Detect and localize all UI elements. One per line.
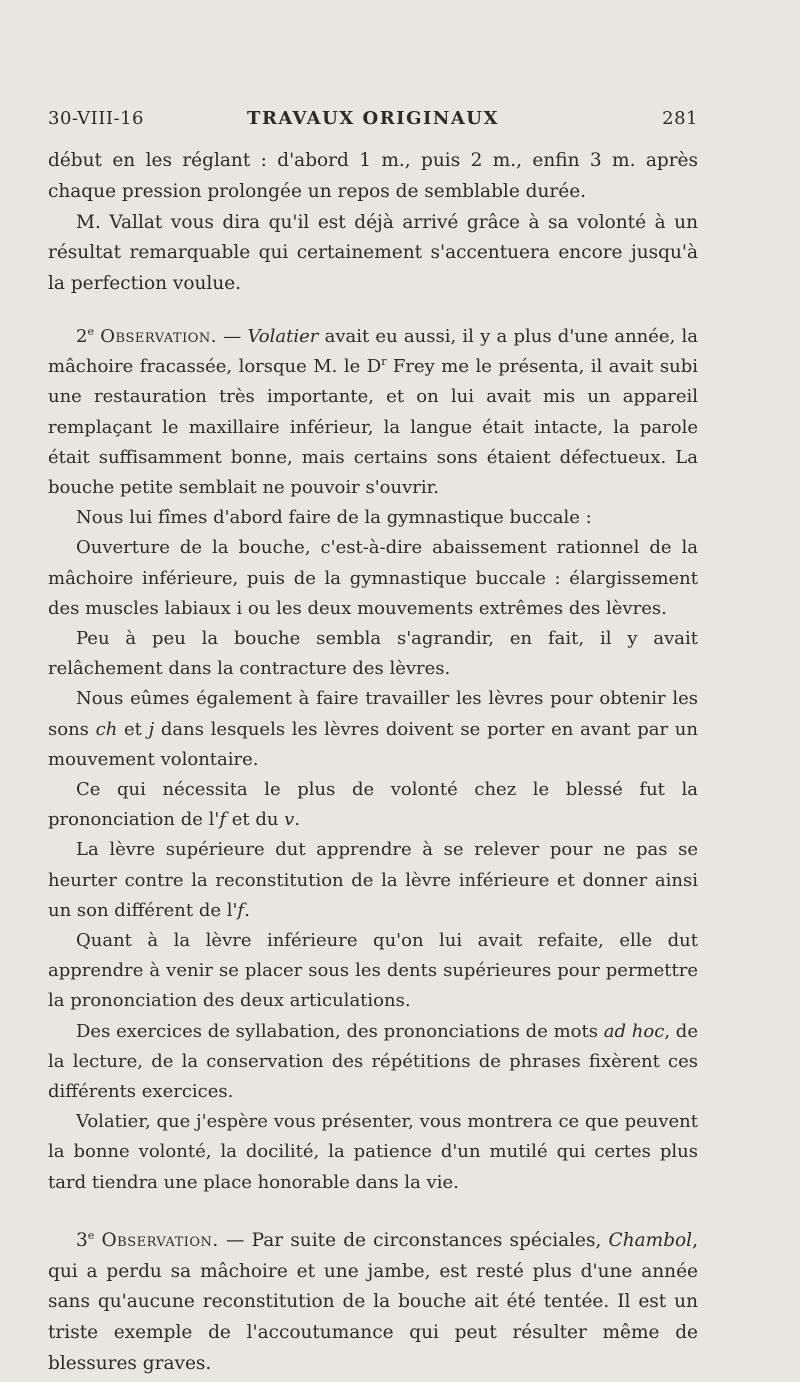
- observation-3-text-b: , qui a perdu sa mâchoire et une jambe, est resté plus d'une année sans qu'aucune reconstitution de la bouche ait été tentée. Il est un triste exemple de l'accoutumance qui peut résulter même de blessures graves.: [48, 1229, 698, 1375]
- page-number: 281: [662, 108, 698, 129]
- observation-3: [48, 1226, 698, 1380]
- body-text: [48, 146, 698, 1380]
- paragraph-8-italic-f: f: [237, 899, 245, 921]
- observation-3-dash: —: [218, 1229, 252, 1251]
- observation-3-ordinal: e: [87, 1228, 95, 1242]
- paragraph-2: M. Vallat vous dira qu'il est déjà arrivé grâce à sa volonté à un résultat remarquable qui certainement s'accentuera encore jusqu'à la perfection voulue.: [48, 211, 698, 295]
- observation-2-number: 2: [76, 325, 88, 347]
- paragraph-3: Nous lui fîmes d'abord faire de la gymnastique buccale :: [76, 507, 592, 529]
- paragraph-10-text-a: Des exercices de syllabation, des prononciations de mots: [76, 1020, 604, 1042]
- header-title: TRAVAUX ORIGINAUX: [247, 108, 499, 129]
- observation-2-text-a: avait eu aussi, il y a plus d'une année, la mâchoire fracassée, lorsque M. le D: [48, 325, 698, 378]
- paragraph-6-text-b: et: [117, 718, 149, 740]
- paragraph-7-text-b: et du: [225, 809, 285, 831]
- paragraph-6-italic-j: j: [148, 718, 155, 740]
- observation-2-heading: Observation.: [100, 325, 217, 347]
- paragraph-6: [48, 684, 698, 775]
- paragraph-5: Peu à peu la bouche sembla s'agrandir, en fait, il y avait relâchement dans la contracture des lèvres.: [48, 628, 698, 680]
- paragraph-10: [48, 1017, 698, 1108]
- paragraph-1: début en les réglant : d'abord 1 m., puis 2 m., enfin 3 m. après chaque pression prolongée un repos de semblable durée.: [48, 150, 698, 202]
- observation-2: [48, 322, 698, 503]
- paragraph-10-text-b: , de la lecture, de la conservation des répétitions de phrases fixèrent ces différents exercices.: [48, 1020, 698, 1103]
- paragraph-7-text-c: .: [294, 809, 301, 831]
- paragraph-9: Quant à la lèvre inférieure qu'on lui avait refaite, elle dut apprendre à venir se placer sous les dents supérieures pour permettre la prononciation des deux articulations.: [48, 930, 698, 1012]
- running-header: [48, 108, 698, 136]
- paragraph-7: [48, 775, 698, 835]
- observation-2-dash: —: [216, 325, 248, 347]
- paragraph-6-text-a: Nous eûmes également à faire travailler les lèvres pour obtenir les sons: [48, 688, 698, 740]
- paragraph-7-text-a: Ce qui nécessita le plus de volonté chez le blessé fut la prononciation de l': [48, 779, 698, 831]
- paragraph-6-text-c: dans lesquels les lèvres doivent se porter en avant par un mouvement volontaire.: [48, 718, 698, 770]
- paragraph-7-italic-f: f: [219, 809, 226, 831]
- patient-name-chambol: Chambol: [608, 1229, 693, 1251]
- patient-name-volatier: Volatier: [247, 325, 319, 347]
- doctor-abbrev-sup: r: [381, 355, 387, 369]
- paragraph-8: [48, 835, 698, 926]
- paragraph-10-italic-ad-hoc: ad hoc: [603, 1020, 665, 1042]
- paragraph-8-text-a: La lèvre supérieure dut apprendre à se relever pour ne pas se heurter contre la reconstitution de la lèvre inférieure et donner ainsi un son différent de l': [48, 839, 698, 921]
- header-date: 30-VIII-16: [48, 108, 144, 129]
- observation-3-heading: Observation.: [101, 1229, 219, 1251]
- paragraph-11: Volatier, que j'espère vous présenter, vous montrera ce que peuvent la bonne volonté, la docilité, la patience d'un mutilé qui certes plus tard tiendra une place honorable dans la vie.: [48, 1111, 698, 1193]
- observation-2-ordinal: e: [87, 324, 94, 338]
- paragraph-8-text-b: .: [244, 899, 250, 921]
- observation-3-number: 3: [76, 1229, 88, 1251]
- observation-3-text-a: Par suite de circonstances spéciales,: [251, 1229, 609, 1251]
- paragraph-6-italic-ch: ch: [95, 718, 118, 740]
- paragraph-7-italic-v: v: [284, 809, 295, 831]
- observation-2-text-b: Frey me le présenta, il avait subi une restauration très importante, et on lui avait mis un appareil remplaçant le maxillaire inférieur, la langue était intacte, la parole était suffisamment bonne, mais certains sons étaient défectueux. La bouche petite semblait ne pouvoir s'ouvrir.: [48, 356, 698, 498]
- paragraph-4: Ouverture de la bouche, c'est-à-dire abaissement rationnel de la mâchoire inférieure, puis de la gymnastique buccale : élargissement des muscles labiaux i ou les deux mouvements extrêmes des lèvres.: [48, 537, 698, 619]
